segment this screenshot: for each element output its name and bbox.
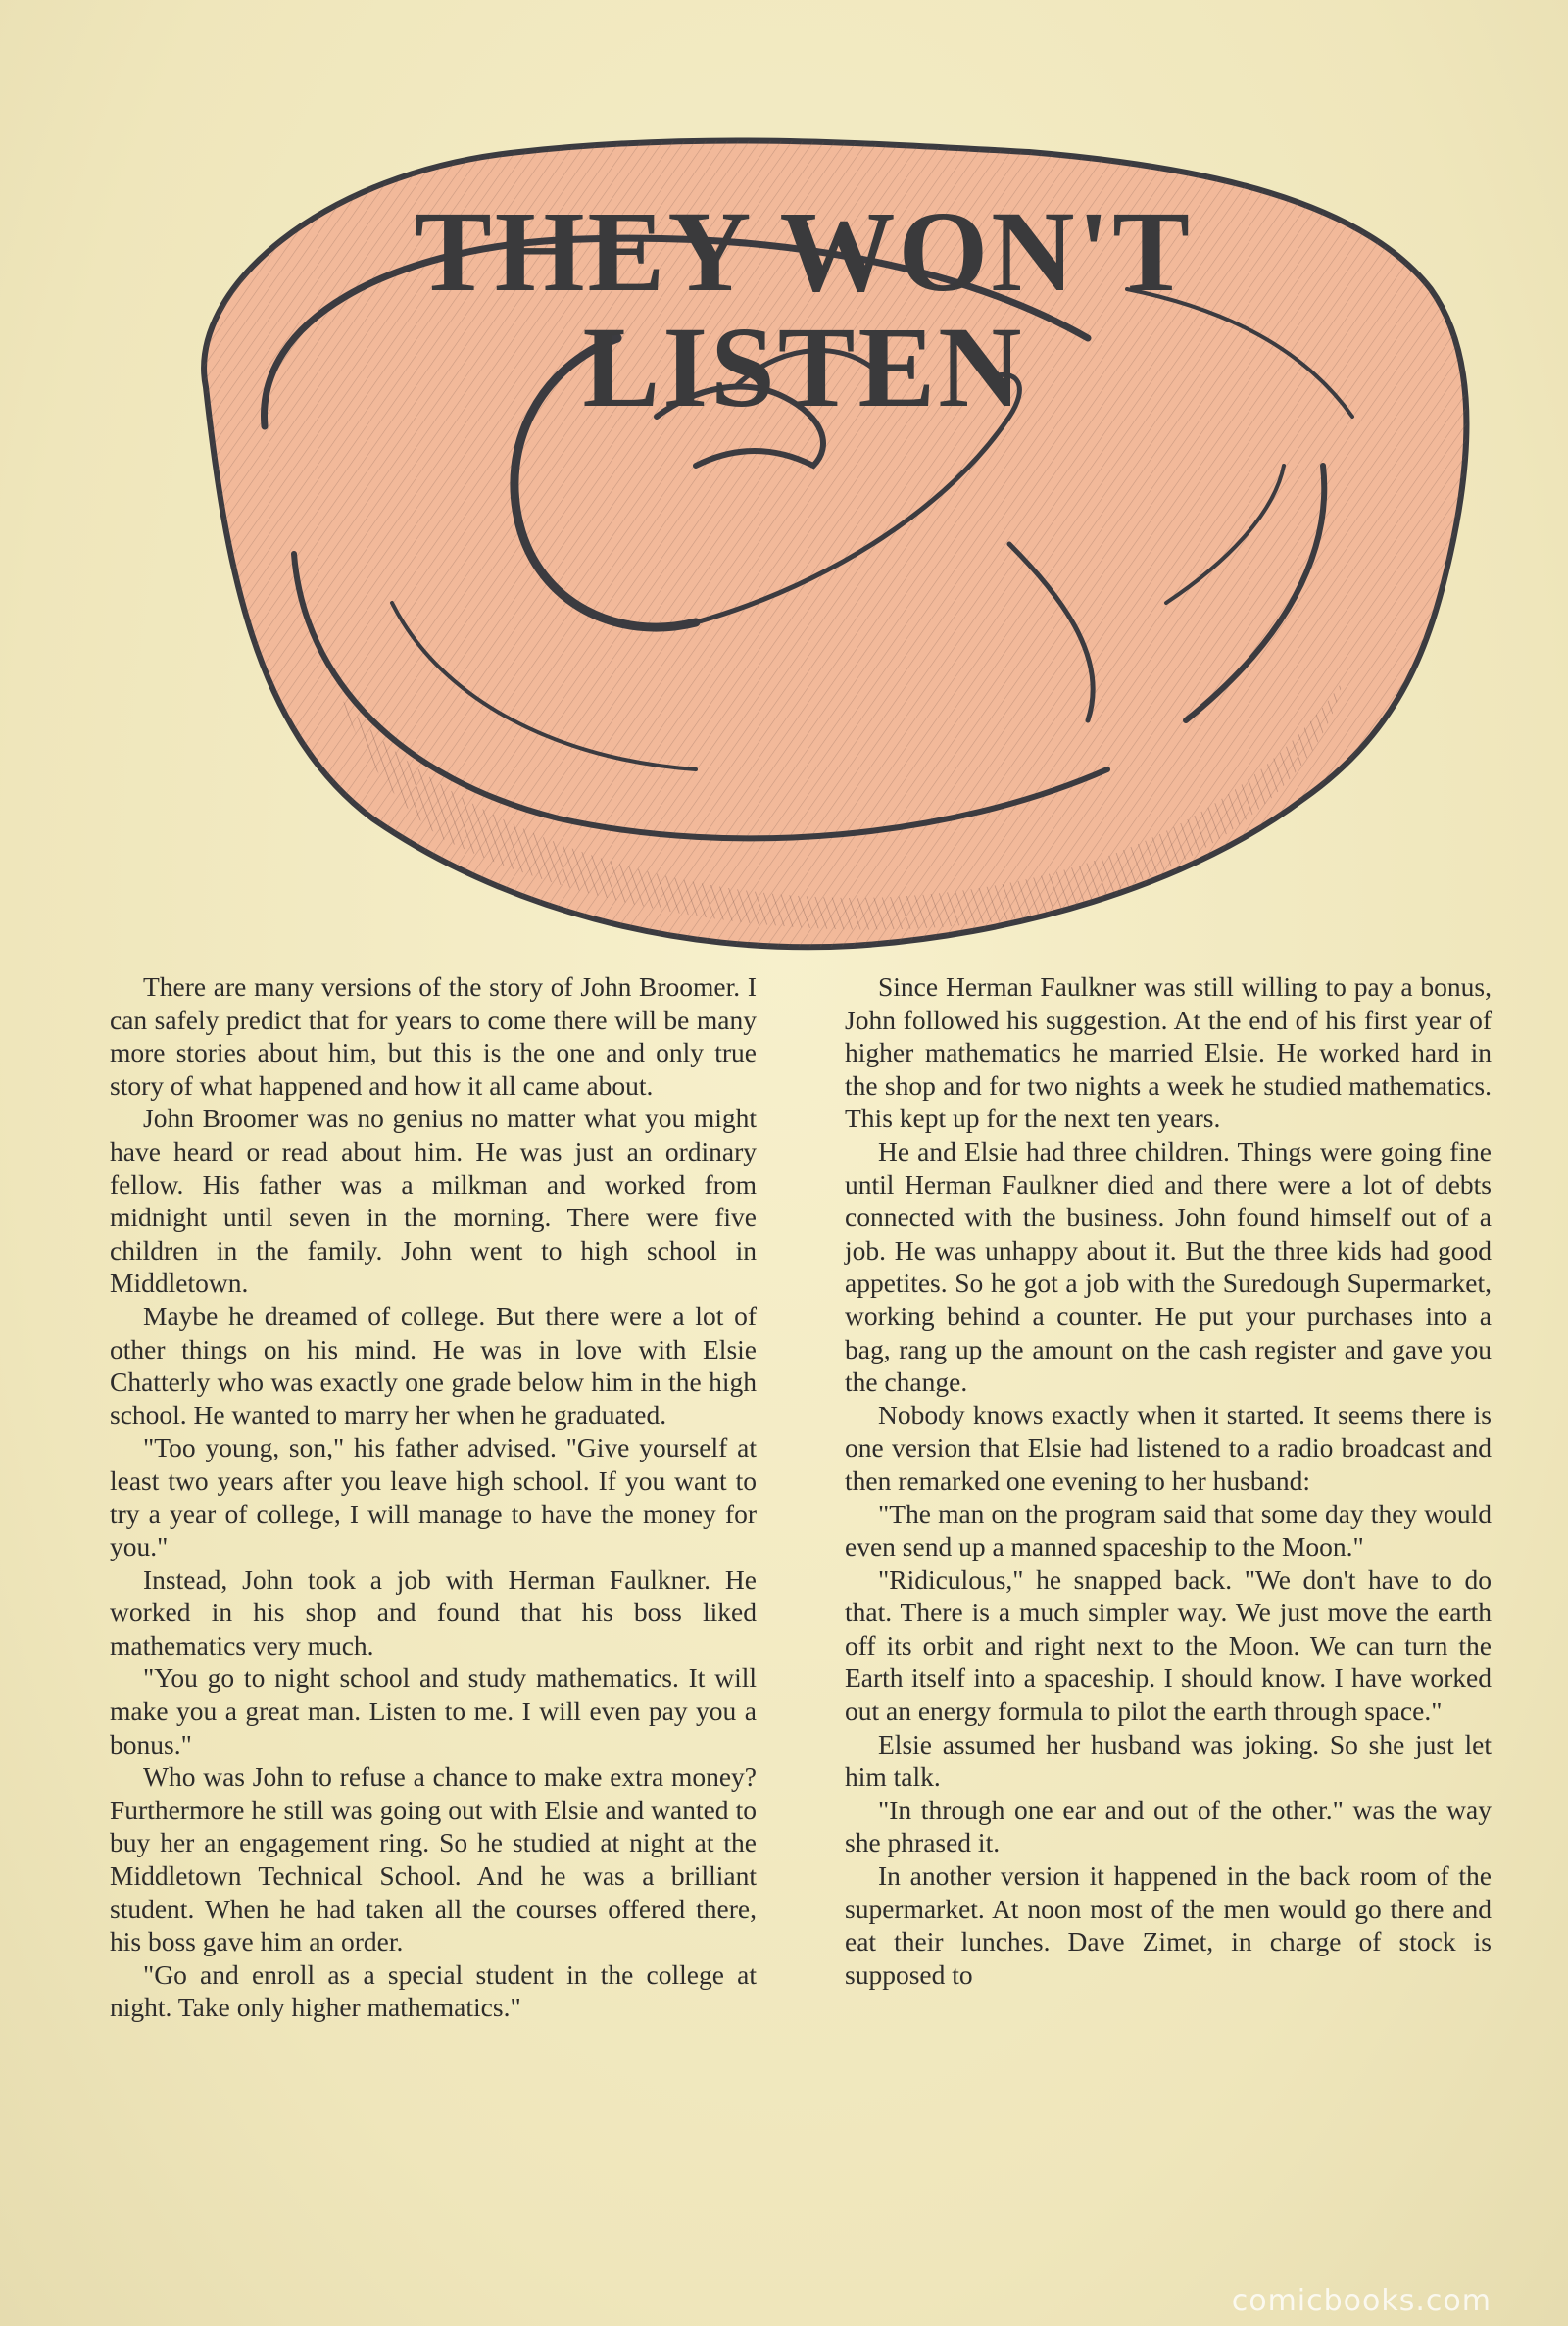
paragraph: He and Elsie had three children. Things were going fine until Herman Faulkner died and there were a lot of debts connected with the business. John found himself out of a job. He was unhappy about it. But the three kids had good appetites. So he got a job with the Suredough Supermarket, working behind a counter. He put your purchases into a bag, rang up the amount on the cash register and gave you the change. bbox=[845, 1135, 1492, 1398]
story-title: THEY WON'T LISTEN bbox=[415, 187, 1193, 431]
paragraph: Maybe he dreamed of college. But there were a lot of other things on his mind. He was in love with Elsie Chatterly who was exactly one grade below him in the high school. He wanted to marry her when he graduated. bbox=[110, 1300, 757, 1430]
paragraph: "The man on the program said that some day they would even send up a manned spaceship to the Moon." bbox=[845, 1498, 1492, 1562]
paragraph: Nobody knows exactly when it started. It seems there is one version that Elsie had listened to a radio broadcast and then remarked one evening to her husband: bbox=[845, 1399, 1492, 1496]
paragraph: "You go to night school and study mathematics. It will make you a great man. Listen to me. I will even pay you a bonus." bbox=[110, 1662, 757, 1759]
paragraph: Who was John to refuse a chance to make extra money? Furthermore he still was going out with Elsie and wanted to buy her an engagement ring. So he studied at night at the Middletown Technical School. And he was a brilliant student. When he had taken all the courses offered there, his boss gave him an order. bbox=[110, 1761, 757, 1957]
paragraph: "Too young, son," his father advised. "Give yourself at least two years after you leave high school. If you want to try a year of college, I will manage to have the money for you." bbox=[110, 1432, 757, 1562]
paragraph: Instead, John took a job with Herman Faulkner. He worked in his shop and found that his boss liked mathematics very much. bbox=[110, 1563, 757, 1660]
paragraph: "Go and enroll as a special student in the college at night. Take only higher mathematics." bbox=[110, 1958, 757, 2023]
paragraph: Since Herman Faulkner was still willing to pay a bonus, John followed his suggestion. At the end of his first year of higher mathematics he married Elsie. He worked hard in the shop and for two nights a week he studied mathematics. This kept up for the next ten years. bbox=[845, 971, 1492, 1134]
paragraph: "In through one ear and out of the other." was the way she phrased it. bbox=[845, 1794, 1492, 1858]
watermark: comicbooks.com bbox=[1231, 2284, 1492, 2318]
paragraph: "Ridiculous," he snapped back. "We don't have to do that. There is a much simpler way. We just move the earth off its orbit and right next to the Moon. We can turn the Earth itself into a spaceship. I should know. I have worked out an energy formula to pilot the earth through space." bbox=[845, 1563, 1492, 1727]
text-column-right bbox=[845, 970, 1492, 1991]
text-column-left bbox=[110, 970, 757, 2024]
paragraph: John Broomer was no genius no matter what you might have heard or read about him. He was just an ordinary fellow. His father was a milkman and worked from midnight until seven in the morning. There were five children in the family. John went to high school in Middletown. bbox=[110, 1103, 757, 1299]
paragraph: In another version it happened in the back room of the supermarket. At noon most of the men would go there and eat their lunches. Dave Zimet, in charge of stock is supposed to bbox=[845, 1860, 1492, 1990]
paragraph: Elsie assumed her husband was joking. So she just let him talk. bbox=[845, 1728, 1492, 1793]
paragraph: There are many versions of the story of John Broomer. I can safely predict that for years to come there will be many more stories about him, but this is the one and only true story of what happened and how it all came about. bbox=[110, 971, 757, 1101]
